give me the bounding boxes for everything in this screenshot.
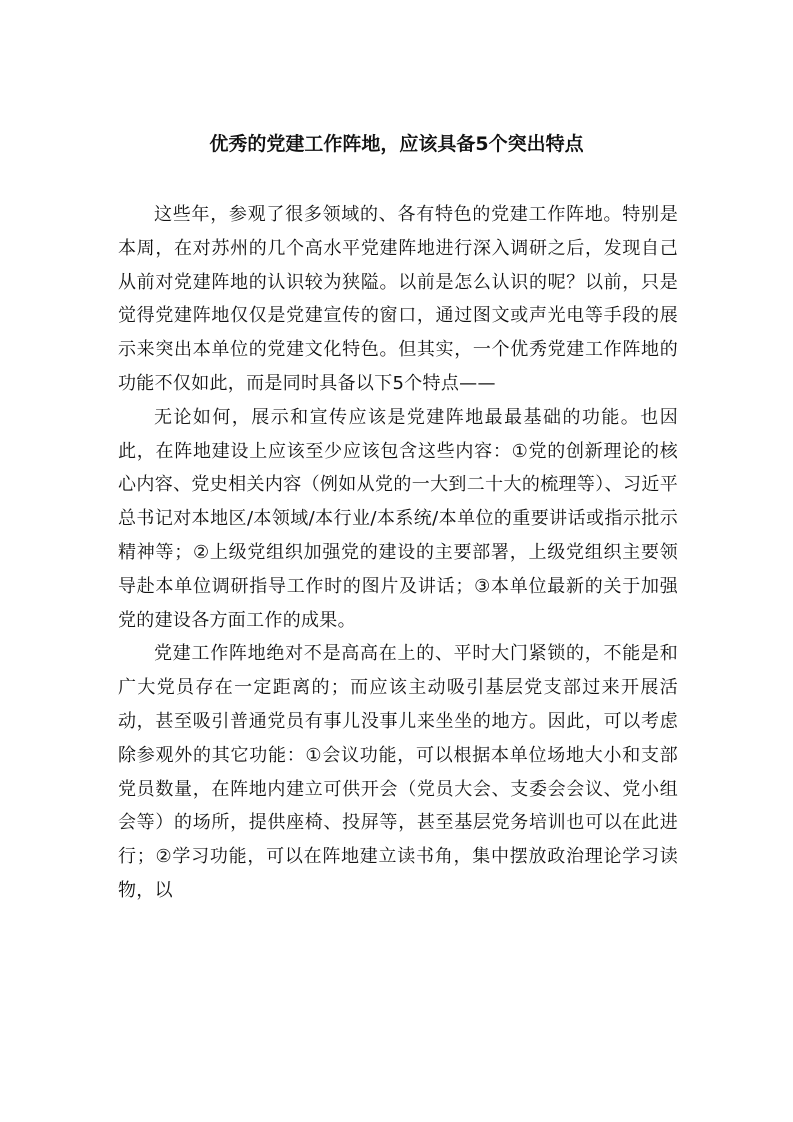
document-body <box>118 198 678 908</box>
document-title: 优秀的党建工作阵地，应该具备5个突出特点 <box>209 133 584 155</box>
paragraph-3: 党建工作阵地绝对不是高高在上的、平时大门紧锁的，不能是和广大党员存在一定距离的；而应该主动吸引基层党支部过来开展活动，甚至吸引普通党员有事儿没事儿来坐坐的地方。因此，可以考虑除参观外的其它功能：①会议功能，可以根据本单位场地大小和支部党员数量，在阵地内建立可供开会（党员大会、支委会会议、党小组会等）的场所，提供座椅、投屏等，甚至基层党务培训也可以在此进行；②学习功能，可以在阵地建立读书角，集中摆放政治理论学习读物，以 <box>118 643 678 901</box>
paragraph-2: 无论如何，展示和宣传应该是党建阵地最最基础的功能。也因此，在阵地建设上应该至少应该包含这些内容：①党的创新理论的核心内容、党史相关内容（例如从党的一大到二十大的梳理等）、习近平总书记对本地区/本领域/本行业/本系统/本单位的重要讲话或指示批示精神等；②上级党组织加强党的建设的主要部署，上级党组织主要领导赴本单位调研指导工作时的图片及讲话；③本单位最新的关于加强党的建设各方面工作的成果。 <box>118 406 678 631</box>
paragraph-1: 这些年，参观了很多领域的、各有特色的党建工作阵地。特别是本周，在对苏州的几个高水平党建阵地进行深入调研之后，发现自己从前对党建阵地的认识较为狭隘。以前是怎么认识的呢？以前，只是觉得党建阵地仅仅是党建宣传的窗口，通过图文或声光电等手段的展示来突出本单位的党建文化特色。但其实，一个优秀党建工作阵地的功能不仅如此，而是同时具备以下5个特点—— <box>118 204 678 394</box>
